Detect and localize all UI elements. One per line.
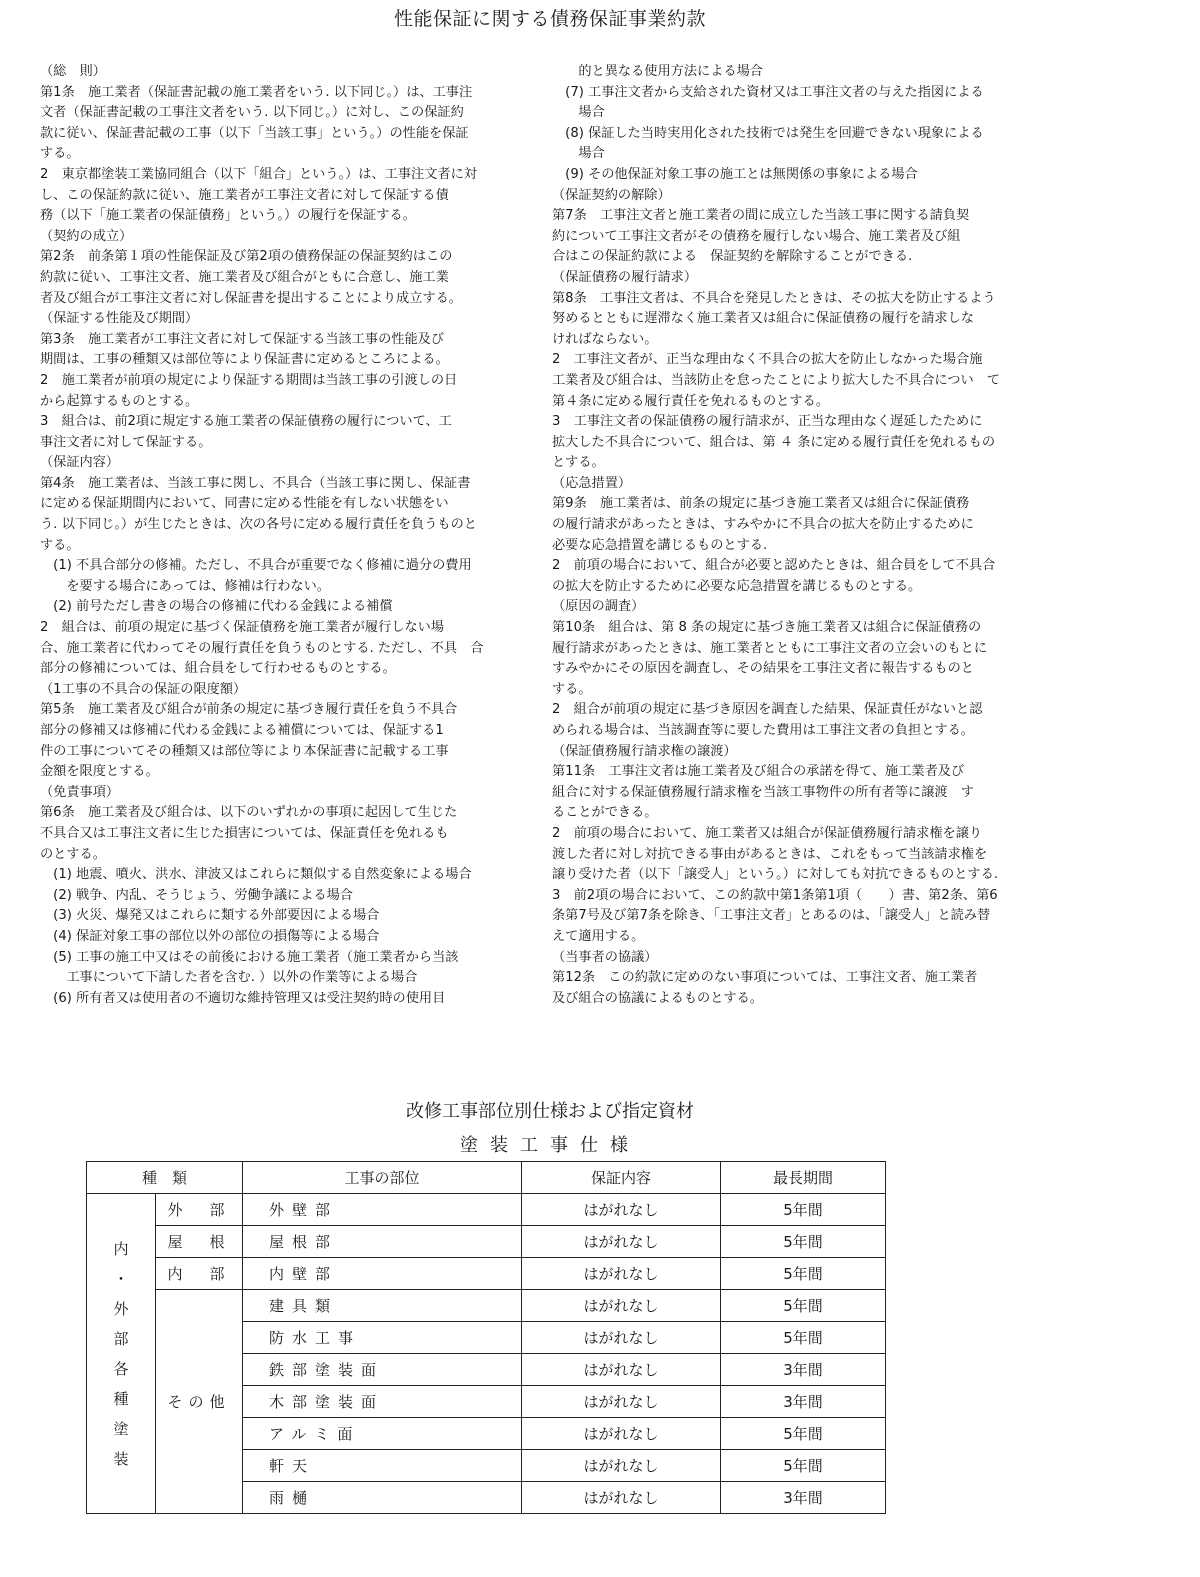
terms-line: 第4条 施工業者は、当該工事に関し、不具合（当該工事に関し、保証書 [40, 475, 471, 491]
terms-line: 3 工事注文者の保証債務の履行請求が、正当な理由なく遅延したために [552, 414, 983, 430]
terms-line: に定める保証期間内において、同書に定める性能を有しない状態をい [40, 496, 449, 512]
terms-line: 文者（保証書記載の工事注文者をいう. 以下同じ。）に対し、この保証約 [40, 105, 464, 121]
kind-char: 塗 [113, 1419, 129, 1438]
period-cell: 5年間 [721, 1450, 886, 1482]
table-row [87, 1258, 886, 1290]
part-cell: 建具類 [243, 1290, 522, 1322]
part-cell: 内壁部 [243, 1258, 522, 1290]
terms-line: 2 東京都塗装工業協同組合（以下「組合」という。）は、工事注文者に対 [40, 166, 477, 182]
terms-line: (5) 工事の施工中又はその前後における施工業者（施工業者から当該 [40, 949, 459, 965]
terms-line: 2 前項の場合において、組合が必要と認めたときは、組合員をして不具合 [552, 558, 996, 574]
terms-left-column [40, 62, 510, 1009]
kind-char: 種 [113, 1389, 129, 1408]
kind-char: 各 [113, 1359, 129, 1378]
terms-line: 2 施工業者が前項の規定により保証する期間は当該工事の引渡しの日 [40, 372, 458, 388]
header-kind: 種 類 [87, 1162, 243, 1194]
guarantee-cell: はがれなし [522, 1354, 721, 1386]
terms-line: (1) 地震、噴火、洪水、津波又はこれらに類似する自然変象による場合 [40, 867, 472, 883]
period-cell: 5年間 [721, 1258, 886, 1290]
terms-line: 件の工事についてその種類又は部位等により本保証書に記載する工事 [40, 743, 449, 759]
terms-line: ければならない。 [552, 331, 658, 347]
group-other: その他 [156, 1290, 243, 1514]
period-cell: 5年間 [721, 1290, 886, 1322]
spec-subtitle: 塗装工事仕様 [460, 1135, 640, 1156]
terms-line: 約について工事注文者がその債務を履行しない場合、施工業者及び組 [552, 228, 961, 244]
terms-line: 部分の修補又は修補に代わる金銭による補償については、保証する1 [40, 723, 444, 738]
kind-char: 外 [113, 1299, 129, 1318]
guarantee-cell: はがれなし [522, 1194, 721, 1226]
terms-line: （応急措置） [552, 475, 632, 491]
spec-title: 改修工事部位別仕様および指定資材 [406, 1101, 694, 1122]
terms-line: 者及び組合が工事注文者に対し保証書を提出することにより成立する。 [40, 290, 462, 306]
terms-line: 的と異なる使用方法による場合 [552, 64, 763, 79]
guarantee-cell: はがれなし [522, 1258, 721, 1290]
period-cell: 3年間 [721, 1354, 886, 1386]
terms-line: （総 則） [40, 64, 106, 79]
terms-line: (2) 戦争、内乱、そうじょう、労働争議による場合 [40, 887, 353, 903]
terms-line: 不具合又は工事注文者に生じた損害については、保証責任を免れるも [40, 825, 449, 841]
period-cell: 3年間 [721, 1386, 886, 1418]
terms-line: 第４条に定める履行責任を免れるものとする。 [552, 393, 829, 409]
terms-line: （原因の調査） [552, 599, 645, 615]
document-title: 性能保証に関する債務保証事業約款 [393, 8, 706, 30]
terms-line: 款に従い、保証書記載の工事（以下「当該工事」という。）の性能を保証 [40, 125, 469, 141]
terms-line: 第2条 前条第１項の性能保証及び第2項の債務保証の保証契約はこの [40, 249, 453, 265]
terms-line: (8) 保証した当時実用化された技術では発生を回避できない現象による [552, 125, 984, 141]
terms-line: 第11条 工事注文者は施工業者及び組合の承諾を得て、施工業者及び [552, 764, 965, 780]
group-roof: 屋 根 [156, 1226, 243, 1258]
terms-line: 及び組合の協議によるものとする。 [552, 990, 763, 1006]
terms-line: ることができる。 [552, 805, 658, 821]
terms-line: (9) その他保証対象工事の施工とは無関係の事象による場合 [552, 166, 918, 182]
terms-line: 3 組合は、前2項に規定する施工業者の保証債務の履行について、工 [40, 414, 452, 430]
group-interior: 内 部 [156, 1258, 243, 1290]
part-cell: 木部塗装面 [243, 1386, 522, 1418]
terms-line: (2) 前号ただし書きの場合の修補に代わる金銭による補償 [40, 599, 393, 615]
part-cell: 外壁部 [243, 1194, 522, 1226]
terms-line: 譲り受けた者（以下「譲受人」という。）に対しても対抗できるものとする. [552, 867, 998, 883]
terms-line: （免責事項） [40, 784, 120, 800]
terms-line: 2 前項の場合において、施工業者又は組合が保証債務履行請求権を譲り [552, 825, 983, 841]
kind-label [87, 1194, 156, 1514]
group-exterior: 外 部 [156, 1194, 243, 1226]
part-cell: 屋根部 [243, 1226, 522, 1258]
terms-line: 条第7号及び第7条を除き、「工事注文者」とあるのは、「譲受人」と読み替 [552, 908, 991, 924]
part-cell: 雨樋 [243, 1482, 522, 1514]
part-cell: 防水工事 [243, 1322, 522, 1354]
terms-line: 工業者及び組合は、当該防止を怠ったことにより拡大した不具合につい て [552, 372, 1001, 388]
terms-line: 3 前2項の場合において、この約款中第1条第1項（ ）書、第2条、第6 [552, 887, 998, 903]
terms-line: （契約の成立） [40, 228, 133, 244]
terms-right-column [552, 62, 1032, 1009]
part-cell: 軒天 [243, 1450, 522, 1482]
terms-line: う. 以下同じ。）が生じたときは、次の各号に定める履行責任を負うものと [40, 517, 477, 533]
terms-line: を要する場合にあっては、修補は行わない。 [40, 578, 330, 594]
terms-line: （保証債務の履行請求） [552, 269, 698, 285]
table-row [87, 1226, 886, 1258]
period-cell: 3年間 [721, 1482, 886, 1514]
table-row [87, 1194, 886, 1226]
terms-line: すみやかにその原因を調査し、その結果を工事注文者に報告するものと [552, 661, 974, 677]
terms-line: 金額を限度とする。 [40, 764, 159, 780]
period-cell: 5年間 [721, 1322, 886, 1354]
terms-line: 場合 [552, 146, 605, 162]
terms-line: (7) 工事注文者から支給された資材又は工事注文者の与えた指図による [552, 84, 984, 100]
terms-line: の拡大を防止するために必要な応急措置を講じるものとする。 [552, 578, 922, 594]
terms-line: 組合に対する保証債務履行請求権を当該工事物件の所有者等に譲渡 す [552, 784, 974, 800]
terms-line: 努めるとともに遅滞なく施工業者又は組合に保証債務の履行を請求しな [552, 311, 974, 327]
terms-line: 必要な応急措置を講じるものとする. [552, 537, 768, 553]
guarantee-cell: はがれなし [522, 1226, 721, 1258]
terms-line: 約款に従い、工事注文者、施工業者及び組合がともに合意し、施工業 [40, 269, 449, 285]
terms-line: 第10条 組合は、第 8 条の規定に基づき施工業者又は組合に保証債務の [552, 620, 982, 636]
kind-char: 部 [113, 1329, 129, 1348]
terms-line: (4) 保証対象工事の部位以外の部位の損傷等による場合 [40, 928, 380, 944]
terms-line: （保証契約の解除） [552, 187, 671, 203]
terms-line: （1工事の不具合の保証の限度額） [40, 681, 247, 697]
guarantee-cell: はがれなし [522, 1418, 721, 1450]
period-cell: 5年間 [721, 1418, 886, 1450]
terms-line: えて適用する。 [552, 928, 645, 944]
terms-line: 期間は、工事の種類又は部位等により保証書に定めるところによる。 [40, 352, 449, 368]
terms-line: (3) 火災、爆発又はこれらに類する外部要因による場合 [40, 908, 380, 924]
terms-line: 合、施工業者に代わってその履行責任を負うものとする. ただし、不具 合 [40, 640, 484, 656]
terms-line: のとする。 [40, 846, 106, 862]
terms-line: 第6条 施工業者及び組合は、以下のいずれかの事項に起因して生じた [40, 805, 458, 821]
terms-line: 拡大した不具合について、組合は、第 ４ 条に定める履行責任を免れるもの [552, 434, 996, 450]
part-cell: アルミ面 [243, 1418, 522, 1450]
terms-line: (6) 所有者又は使用者の不適切な維持管理又は受注契約時の使用目 [40, 990, 446, 1006]
guarantee-cell: はがれなし [522, 1290, 721, 1322]
terms-line: 第9条 施工業者は、前条の規定に基づき施工業者又は組合に保証債務 [552, 496, 970, 512]
terms-line: 2 組合が前項の規定に基づき原因を調査した結果、保証責任がないと認 [552, 702, 983, 718]
terms-line: められる場合は、当該調査等に要した費用は工事注文者の負担とする。 [552, 723, 974, 738]
terms-line: から起算するものとする。 [40, 393, 199, 409]
period-cell: 5年間 [721, 1226, 886, 1258]
terms-line: 第5条 施工業者及び組合が前条の規定に基づき履行責任を負う不具合 [40, 702, 458, 718]
terms-line: 渡した者に対し対抗できる事由があるときは、これをもって当該請求権を [552, 846, 988, 862]
terms-line: とする。 [552, 455, 605, 471]
kind-char: 内 [113, 1239, 129, 1258]
guarantee-cell: はがれなし [522, 1482, 721, 1514]
header-part: 工事の部位 [243, 1162, 522, 1194]
part-cell: 鉄部塗装面 [243, 1354, 522, 1386]
terms-line: 場合 [552, 105, 605, 121]
header-period: 最長期間 [721, 1162, 886, 1194]
terms-line: 部分の修補については、組合員をして行わせるものとする。 [40, 661, 396, 677]
spec-table [86, 1161, 886, 1514]
terms-line: 2 工事注文者が、正当な理由なく不具合の拡大を防止しなかった場合施 [552, 352, 983, 368]
terms-line: する。 [40, 146, 80, 162]
terms-line: 第8条 工事注文者は、不具合を発見したときは、その拡大を防止するよう [552, 290, 996, 306]
spec-header-row [87, 1162, 886, 1194]
kind-char: ・ [113, 1269, 129, 1288]
table-row [87, 1290, 886, 1322]
terms-line: 第3条 施工業者が工事注文者に対して保証する当該工事の性能及び [40, 331, 445, 347]
terms-line: 第12条 この約款に定めのない事項については、工事注文者、施工業者 [552, 970, 978, 986]
terms-line: 履行請求があったときは、施工業者とともに工事注文者の立会いのもとに [552, 640, 988, 656]
terms-line: （保証債務履行請求権の譲渡） [552, 743, 737, 759]
terms-line: 合はこの保証約款による 保証契約を解除することができる. [552, 249, 913, 265]
terms-line: 第7条 工事注文者と施工業者の間に成立した当該工事に関する請負契 [552, 208, 970, 224]
guarantee-cell: はがれなし [522, 1450, 721, 1482]
terms-line: （保証内容） [40, 455, 120, 471]
terms-line: 工事について下請した者を含む. ）以外の作業等による場合 [40, 970, 418, 986]
guarantee-cell: はがれなし [522, 1386, 721, 1418]
terms-line: （保証する性能及び期間） [40, 311, 199, 327]
period-cell: 5年間 [721, 1194, 886, 1226]
terms-line: （当事者の協議） [552, 949, 658, 965]
terms-line: する。 [552, 681, 592, 697]
terms-line: 2 組合は、前項の規定に基づく保証債務を施工業者が履行しない場 [40, 620, 445, 636]
guarantee-cell: はがれなし [522, 1322, 721, 1354]
terms-line: (1) 不具合部分の修補。ただし、不具合が重要でなく修補に過分の費用 [40, 558, 472, 574]
terms-line: し、この保証約款に従い、施工業者が工事注文者に対して保証する債 [40, 187, 449, 203]
terms-line: の履行請求があったときは、すみやかに不具合の拡大を防止するために [552, 517, 974, 533]
header-guarantee: 保証内容 [522, 1162, 721, 1194]
terms-line: 事注文者に対して保証する。 [40, 434, 212, 450]
terms-line: する。 [40, 537, 80, 553]
terms-line: 務（以下「施工業者の保証債務」という。）の履行を保証する。 [40, 208, 416, 224]
terms-line: 第1条 施工業者（保証書記載の施工業者をいう. 以下同じ。）は、工事注 [40, 84, 473, 100]
kind-char: 装 [113, 1449, 129, 1468]
